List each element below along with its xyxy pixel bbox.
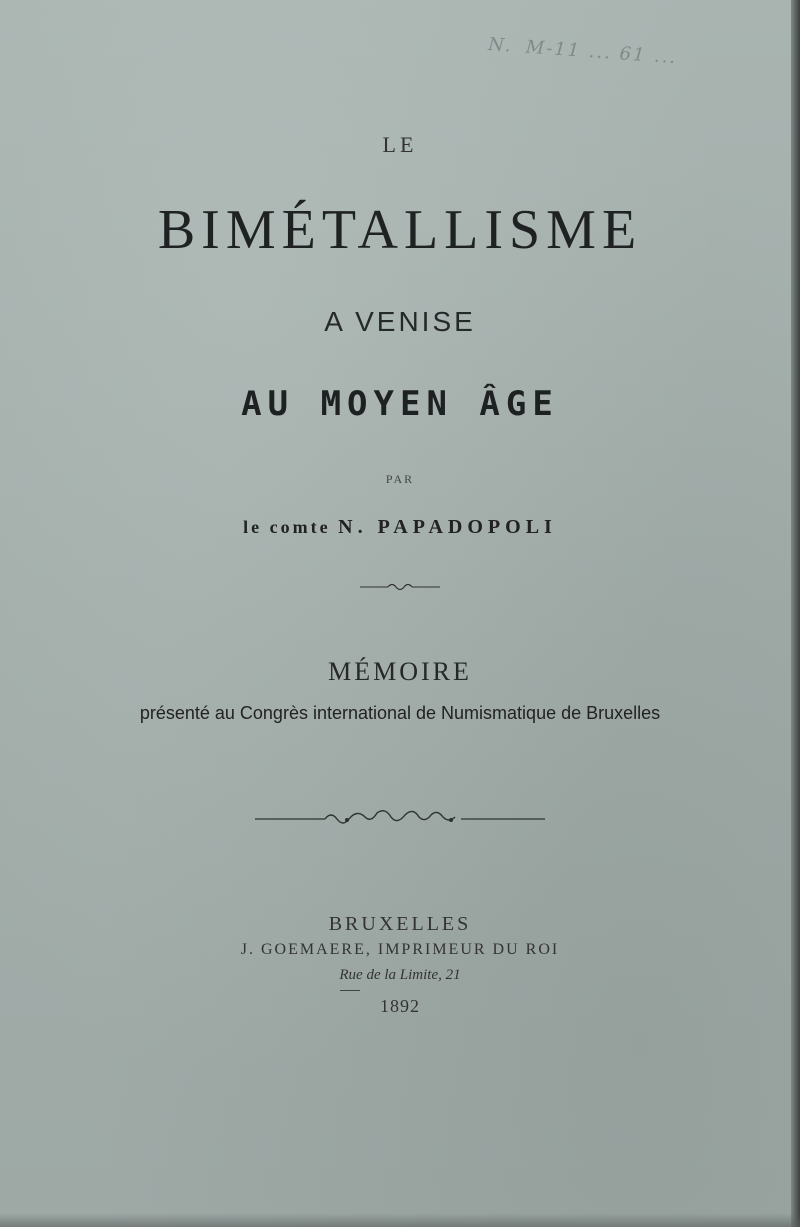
flourish-divider-icon: [255, 808, 545, 830]
page-edge-right: [791, 0, 800, 1227]
author-name: N. PAPADOPOLI: [338, 516, 557, 538]
by-label: PAR: [385, 472, 415, 486]
printer-line: J. GOEMAERE, IMPRIMEUR DU ROI: [240, 941, 560, 958]
subtitle-venice: A VENISE: [324, 306, 476, 337]
street-address: Rue de la Limite, 21: [339, 967, 461, 983]
publication-year: 1892: [380, 996, 420, 1016]
subtitle-middle-ages: AU MOYEN ÂGE: [241, 384, 559, 424]
ornament-divider-icon: [360, 580, 440, 594]
large-ornament: [0, 808, 800, 835]
presentation-line: présenté au Congrès international de Numismatique de Bruxelles: [139, 703, 661, 723]
publication-city: BRUXELLES: [328, 913, 472, 935]
main-title: BIMÉTALLISME: [157, 199, 643, 261]
author-line: [0, 516, 800, 539]
handwritten-note: N. M-11 ... 61 ...: [487, 34, 679, 69]
header-word: LE: [382, 132, 418, 157]
section-title: MÉMOIRE: [328, 657, 472, 686]
small-ornament: [0, 580, 800, 599]
year-rule: [340, 990, 360, 991]
author-prefix: le comte: [243, 517, 331, 537]
page-edge-bottom: [0, 1213, 800, 1227]
